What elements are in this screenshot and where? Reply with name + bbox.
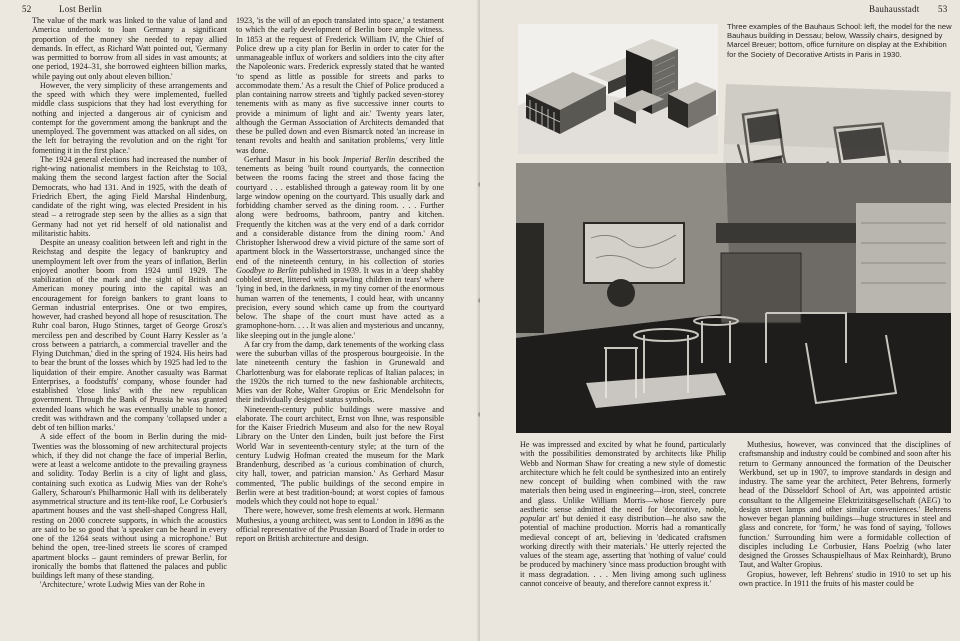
photo-caption: Three examples of the Bauhaus School: left, the model for the new Bauhaus building in Dessau; below, Wassily chairs, designed by Marcel Breuer; bottom, office furniture on display at the Exhibition for the Society of Decorative Artists in Paris in 1930.	[727, 22, 952, 59]
running-title-right: Bauhausstadt	[869, 4, 920, 14]
paragraph: However, the very simplicity of these arrangements and the speed with which they were implemented, fuelled middle class suspicions that they had lost everything for nothing and injected a dangerous air of cynicism and contempt for the government among the bankrupt and the unemployed. The government was attacked on all sides, on the left for betraying the revolution and on the right 'for fomenting it in the first place.'	[32, 80, 227, 155]
paragraph: Gerhard Masur in his book Imperial Berlin described the tenements as being 'built round courtyards, the connection between the rooms facing the street and those facing the courtyard . . . established through a gateway room lit by one large window opening on the courtyard. This usually dark and forbidding chamber served as the dining room. . . . Further along were bedrooms, bathroom, pantry and kitchen. Frequently the kitchen was at the very end of a dark corridor and a considerable distance from the dining room.' And Christopher Isherwood drew a vivid picture of the same sort of apartment block in the Wassertorstrasse, unchanged since the end of the nineteenth century, in his collection of stories Goodbye to Berlin published in 1939. It was in a 'deep shabby cobbled street, littered with sprawling children in tears' where 'lying in bed, in the darkness, in my tiny corner of the enormous human warren of the tenements, I could hear, with uncanny precision, every sound which came up from the courtyard below. The shape of the court must have acted as a gramophone-horn. . . . It was alien and mysterious and uncanny, like sleeping out in the jungle alone.'	[236, 154, 445, 340]
italic-word: popular	[520, 514, 546, 523]
paragraph: 'Architecture,' wrote Ludwig Mies van der Rohe in	[40, 580, 205, 590]
exhibition-office-furniture-photo	[516, 163, 951, 433]
paragraph: 1923, 'is the will of an epoch translated into space,' a testament to which the early development of Berlin bore ample witness. In 1853 at the request of Frederick William IV, the Chief of Police drew up a city plan for Berlin in order to cater for the unmanageable influx of workers and soldiers into the city after the Napoleonic wars. Frederick expressly stated that he wanted 'to spend as little as possible for streets and parks to accommodate them.' As a result the Chief of Police produced a plan containing narrow streets and 'tightly packed seven-storey tenements with as many as five successive inner courts to provide a minimum of light and air.' Twenty years later, although the German Association of Architects demanded that these be pulled down and even Bismarck noted 'an increase in tenant revolts and health and sanitation problems,' very little was done.	[236, 16, 444, 155]
running-title-left: Lost Berlin	[59, 4, 102, 14]
bauhaus-building-model-illustration	[518, 24, 718, 154]
book-title-italic: Imperial Berlin	[343, 154, 396, 164]
paragraph: There were, however, some fresh elements at work. Hermann Muthesius, a young architect, was sent to London in 1896 as the official representative of the Prussian Board of Trade in order to report on British architecture and design.	[236, 506, 444, 543]
paragraph: The value of the mark was linked to the value of land and America undertook to loan Germany a significant proportion of the money she needed to repay allied demands. In effect, as Richard Watt pointed out, 'Germany was permitted to borrow from all sides in vast amounts; at one period, 1924–31, she borrowed eighteen billion marks, while paying out only about eleven billion.'	[32, 16, 227, 81]
book-title-italic: Goodbye to Berlin	[236, 265, 298, 275]
paragraph: Nineteenth-century public buildings were massive and elaborate. The court architect, Ernst von Ihne, was responsible for the Kaiser Friedrich Museum and also for the new Royal Library on the Unter den Linden, built just before the First World War in seventeenth-century style; at the turn of the century Ludwig Hofman created the museum for the Mark Brandenburg, described as 'a curious combination of church, city hall, tower, and patrician mansion.' As Gerhard Masur commented, 'The public buildings of the second empire in Berlin were at best tradition-bound; at worst copies of famous models which they could not hope to equal.'	[236, 404, 444, 506]
page-number-left: 52	[22, 4, 32, 14]
paragraph: Gropius, however, left Behrens' studio in 1910 to set up his own practice. In 1911 the fruits of his master could be	[739, 569, 951, 588]
right-page-column-1	[520, 440, 726, 588]
paragraph: A far cry from the damp, dark tenements of the working class were the suburban villas of the prosperous bourgeoisie. In the late nineteenth century the fashion in Grunewald and Charlottenburg was for elaborate replicas of Italian palaces; in the 1920s the rich turned to the new fashionable architects, Mies van der Rohe, Walter Gropius or Eric Mendelsohn for their individually designed status symbols.	[236, 339, 444, 405]
page-number-right: 53	[938, 4, 948, 14]
paragraph: He was impressed and excited by what he found, particularly with the possibilities demonstrated by architects like Philip Webb and Norman Shaw for creating a new style of domestic architecture which he felt could be synthesized into an entirely new concept of building when combined with the raw materials then being used in engineering—iron, steel, concrete and glass. Unlike William Morris—whose fiercely pure aesthetic sense admitted the need for 'decorative, noble, popular art' but denied it easy distribution—he also saw the potential of machine production. Morris had a romantically medieval concept of art, believing in 'dedicated craftsmen working directly with their materials.' He utterly rejected the values of the steam age, asserting that 'nothing of value' could be produced by machinery 'since mass production brought with it mass degradation. . . . Men living among such ugliness cannot conceive of beauty, and therefore cannot express it.'	[520, 440, 726, 588]
bauhaus-model-photo	[518, 24, 718, 154]
exhibition-interior-illustration	[516, 163, 951, 433]
left-page-column-2	[236, 16, 444, 543]
paragraph: A side effect of the boom in Berlin during the mid-Twenties was the blossoming of new architectural projects which, if they did not change the face of imperial Berlin, were at least a welcome antidote to the prevailing grayness and solidity. Today Berlin is a city of light and glass, containing such exotica as Ludwig Mies van der Rohe's Gallery, Scharoun's Philharmonic Hall with its deliberately asymmetrical structure and its tent-like roof, Le Corbusier's apartment houses and the vast shell-shaped Congress Hall, resting on 2000 concrete supports, in which the acoustics are said to be so good that 'a speaker can be heard in every one of the 1264 seats without using a microphone.' But behind the open, tree-lined streets lie scores of cramped apartment blocks – gaunt reminders of prewar Berlin, for ironically the bombs that flattened the palaces and public buildings left many of these standing.	[32, 432, 227, 580]
right-page-column-2	[739, 440, 951, 588]
paragraph: Muthesius, however, was convinced that the disciplines of craftsmanship and industry could be combined and soon after his return to Germany announced the formation of the Deutscher Werkbund, set up in 1907, to improve standards in design and industry. The same year the architect, Peter Behrens, formerly head of the Düsseldorf School of Art, was appointed artistic consultant to the Allgemeine Elektrizitätsgesellschaft (AEG) 'to design street lamps and other similar conveniences.' Behrens however began planning buildings—huge structures in steel and glass and concrete, for 'form,' he was fond of saying, 'follows function.' Surrounding him were a formidable collection of disciples including Le Corbusier, Hans Poelzig (who later designed the Grosses Schauspielhaus of Max Reinhardt), Bruno Taut, and Walter Gropius.	[739, 440, 951, 570]
paragraph: Despite an uneasy coalition between left and right in the Reichstag and despite the legacy of bankruptcy and unemployment left over from the years of inflation, Berlin enjoyed another boom from 1924 until 1929. The stabilization of the mark and the sight of British and American money pouring into the capital was an encouragement for foreign bankers to grant loans to German industrial enterprises. One or two empires, however, had crashed beyond all hope of resuscitation. The Ruhr coal baron, Hugo Stinnes, target of George Grosz's merciless pen and described by Count Harry Kessler as 'a cross between a patriarch, a commercial traveller and the Flying Dutchman,' died in the spring of 1924. His heirs had to bear the brunt of the losses which by 1925 had led to the liquidation of their empire. Another casualty was Barmat Enterprises, a foodstuffs' company, whose founder had established 'close links' with the new republican government. Through the Bank of Prussia he was granted extended loans which he was eventually unable to honor; credit was withdrawn and the company 'collapsed under a debt of ten billion marks.'	[32, 238, 227, 432]
left-page-column-1	[32, 16, 227, 590]
paragraph: The 1924 general elections had increased the number of right-wing nationalist members in the Reichstag to 103, making them the second largest faction after the Social Democrats, who had 131. And in 1925, with the death of Friedrich Ebert, the aging Field Marshal Hindenburg, candidate of the right wing, was elected President in his stead – a retrograde step seen by the allies as a sign that Germany had not yet rid herself of old nationalist and militaristic habits.	[32, 154, 227, 238]
